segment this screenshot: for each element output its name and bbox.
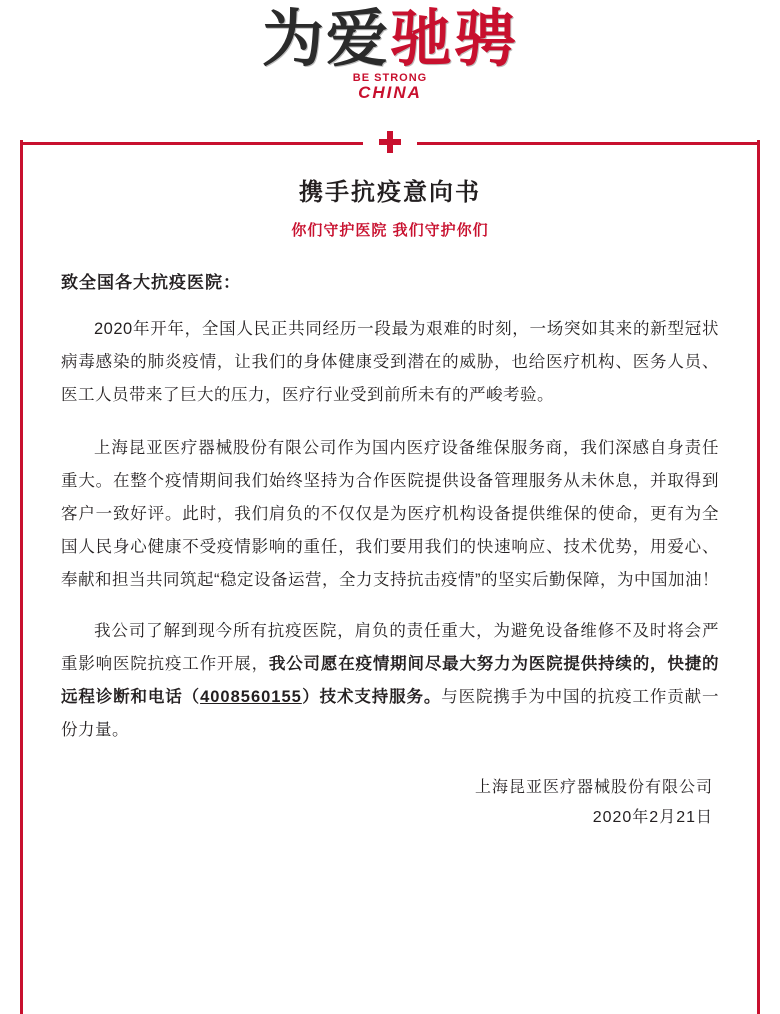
paragraph-3-text-2: 与医院携手为中国的抗疫工作贡献一份力量。 — [61, 688, 720, 739]
paragraph-1: 2020年开年，全国人民正共同经历一段最为艰难的时刻，一场突如其来的新型冠状病毒感染的肺炎疫情，让我们的身体健康受到潜在的威胁，也给医疗机构、医务人员、医工人员带来了巨大的压力，医疗行业受到前所未有的严峻考验。 — [61, 320, 719, 404]
document-content — [23, 140, 757, 834]
campaign-logo-english — [262, 72, 518, 103]
support-phone-number: 4008560155 — [200, 688, 302, 706]
salutation: 致全国各大抗疫医院： — [61, 273, 241, 292]
paragraph-2: 上海昆亚医疗器械股份有限公司作为国内医疗设备维保服务商，我们深感自身责任重大。在整个疫情期间我们始终坚持为合作医院提供设备管理服务从未休息，并取得到客户一致好评。此时，我们肩负的不仅仅是为医疗机构设备提供维保的使命，更有为全国人民身心健康不受疫情影响的重任，我们要用我们的快速响应、技术优势，用爱心、奉献和担当共同筑起“稳定设备运营，全力支持抗击疫情”的坚实后勤保障，为中国加油！ — [61, 439, 719, 589]
hero-banner — [0, 0, 780, 128]
campaign-logo-chinese — [261, 2, 519, 75]
campaign-logo-chinese-part2: 驰骋 — [390, 2, 519, 75]
paragraph-3-text-1: 我公司了解到现今所有抗疫医院，肩负的责任重大，为避免设备维修不及时将会严重影响医院抗疫工作开展， — [61, 622, 719, 673]
campaign-logo-english-top: BE STRONG — [352, 72, 428, 84]
paragraph-3-bold-1: 我公司愿在疫情期间尽最大努力为医院提供持续的，快捷的远程诊断和电话（ — [61, 655, 720, 706]
signature-date: 2020年2月21日 — [592, 809, 713, 827]
signer-name: 上海昆亚医疗器械股份有限公司 — [474, 779, 713, 796]
signature-block — [61, 773, 719, 834]
page-subtitle: 你们守护医院 我们守护你们 — [291, 222, 489, 239]
campaign-logo-chinese-part1: 为爱 — [261, 2, 390, 75]
page-title: 携手抗疫意向书 — [299, 179, 481, 206]
campaign-logo — [261, 2, 519, 103]
document-frame — [20, 140, 760, 1014]
paragraph-3-bold-2: ）技术支持服务。 — [301, 688, 442, 706]
campaign-logo-english-bottom: CHINA — [358, 83, 422, 102]
paragraph-3 — [61, 615, 719, 747]
